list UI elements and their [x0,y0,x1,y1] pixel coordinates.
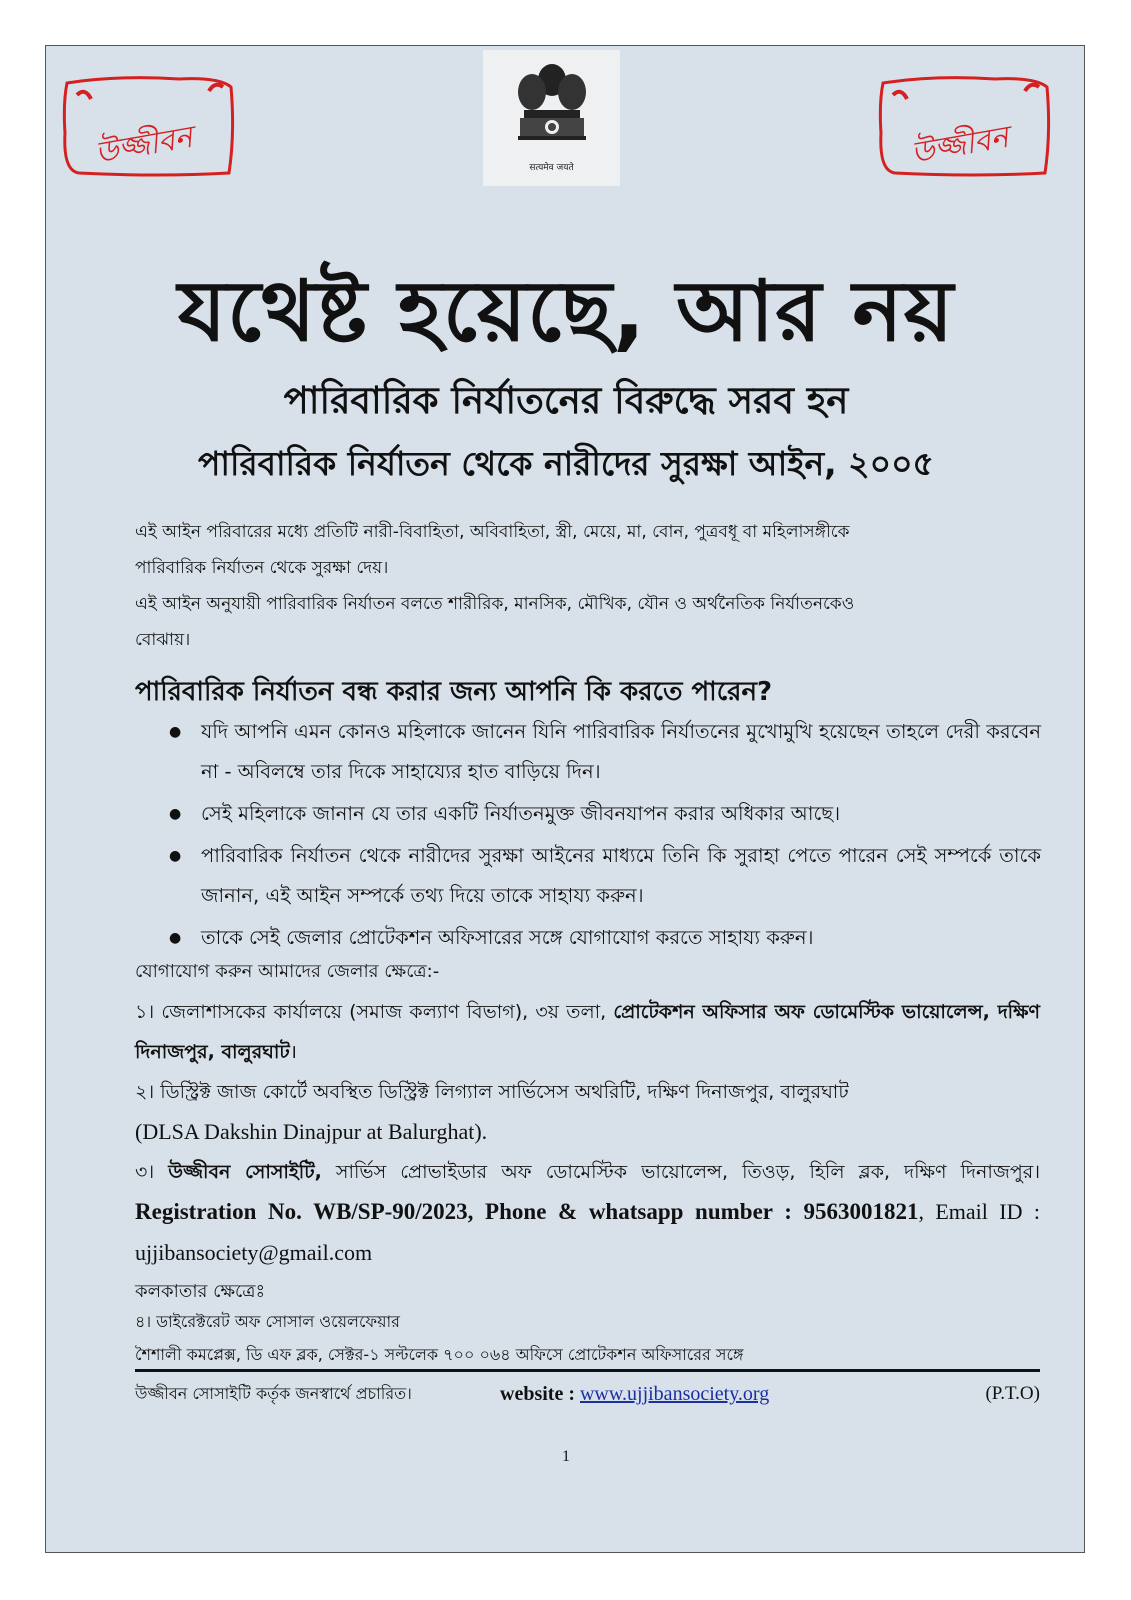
contact-item-4 [135,1305,1040,1371]
lion-capital-icon [510,58,594,158]
contact-text: ৪। ডাইরেক্টরেট অফ সোসাল ওয়েলফেয়ার [135,1312,400,1331]
document-page [45,45,1085,1553]
registration-phone: Registration No. WB/SP-90/2023, Phone & whatsapp number : 9563001821 [135,1199,919,1224]
list-item: ● যদি আপনি এমন কোনও মহিলাকে জানেন যিনি পারিবারিক নির্যাতনের মুখোমুখি হয়েছেন তাহলে দেরী করবেন না - অবিলম্বে তার দিকে সাহায্যের হাত বাড়িয়ে দিন। [161,712,1041,792]
contact-intro: যোগাযোগ করুন আমাদের জেলার ক্ষেত্রে:- [135,961,440,982]
ujjiban-logo-right [875,73,1053,181]
action-list [161,712,1041,960]
logo-text: উজ্জীবন [92,119,196,172]
intro-paragraph-1 [135,514,1040,586]
list-item: ● পারিবারিক নির্যাতন থেকে নারীদের সুরক্ষা আইনের মাধ্যমে তিনি কি সুরাহা পেতে পারেন সেই সম্পর্কে তাকে জানান, এই আইন সম্পর্কে তথ্য দিয়ে তাকে সাহায্য করুন। [161,836,1041,916]
contact-item-2 [135,1072,1040,1152]
subtitle-law: পারিবারিক নির্যাতন থেকে নারীদের সুরক্ষা আইন, ২০০৫ [198,444,934,483]
footer-website [500,1376,769,1412]
footer-divider [135,1369,1040,1372]
contact-org-name: উজ্জীবন সোসাইটি, [168,1161,322,1183]
national-emblem [483,50,620,186]
contact-text: শৈশালী কমপ্লেক্স, ডি এফ ব্লক, সেক্টর-১ সল্টলেক ৭০০ ০৬৪ অফিসে প্রোটেকশন অফিসারের সঙ্গে [135,1345,744,1364]
page-title: যথেষ্ট হয়েছে, আর নয় [177,262,955,360]
contact-text: । [289,1041,297,1063]
ujjiban-logo-left [59,73,237,181]
kolkata-heading: কলকাতার ক্ষেত্রেঃ [135,1281,266,1302]
intro-line: এই আইন পরিবারের মধ্যে প্রতিটি নারী-বিবাহিতা, অবিবাহিতা, স্ত্রী, মেয়ে, মা, বোন, পুত্রবধূ বা মহিলাসঙ্গীকে [135,522,850,542]
list-item: ● তাকে সেই জেলার প্রোটেকশন অফিসারের সঙ্গে যোগাযোগ করতে সাহায্য করুন। [161,918,1041,958]
page-number: 1 [562,1448,570,1465]
email-text: , Email ID : ujjibansociety@gmail.com [135,1199,1040,1265]
list-item: ● সেই মহিলাকে জানান যে তার একটি নির্যাতনমুক্ত জীবনযাপন করার অধিকার আছে। [161,794,1041,834]
contact-office-name: প্রোটেকশন অফিসার অফ ডোমেস্টিক ভায়োলেন্স, দক্ষিণ দিনাজপুর, বালুরঘাট [135,1001,1040,1063]
website-link[interactable]: www.ujjibansociety.org [579,1383,770,1405]
contact-text: ২। ডিস্ট্রিক্ট জাজ কোর্টে অবস্থিত ডিস্ট্রিক্ট লিগ্যাল সার্ভিসেস অথরিটি, দক্ষিণ দিনাজপুর, বালুরঘাট [135,1081,849,1103]
emblem-motto: सत्यमेव जयते [529,163,574,173]
contact-number: ৩। [135,1161,169,1183]
intro-line: বোঝায়। [135,630,191,650]
intro-paragraph-2 [135,586,1040,658]
intro-line: পারিবারিক নির্যাতন থেকে সুরক্ষা দেয়। [135,558,389,578]
website-label: website : [500,1383,580,1405]
contact-text: সার্ভিস প্রোভাইডার অফ ডোমেস্টিক ভায়োলেন্স, তিওড়, হিলি ব্লক, দক্ষিণ দিনাজপুর। [321,1161,1040,1183]
contact-text-english: (DLSA Dakshin Dinajpur at Balurghat). [135,1119,488,1144]
footer-publisher: উজ্জীবন সোসাইটি কর্তৃক জনস্বার্থে প্রচারিত। [135,1384,412,1403]
contact-item-3 [135,1152,1040,1274]
contact-text: ১। জেলাশাসকের কার্যালয়ে (সমাজ কল্যাণ বিভাগ), ৩য় তলা, [135,1001,614,1023]
pto-label: (P.T.O) [985,1383,1040,1404]
footer [135,1376,1040,1412]
contact-item-1 [135,992,1040,1072]
question-heading: পারিবারিক নির্যাতন বন্ধ করার জন্য আপনি কি করতে পারেন? [135,677,773,707]
logo-text: উজ্জীবন [908,119,1012,172]
subtitle-primary: পারিবারিক নির্যাতনের বিরুদ্ধে সরব হন [283,379,849,422]
intro-line: এই আইন অনুযায়ী পারিবারিক নির্যাতন বলতে শারীরিক, মানসিক, মৌখিক, যৌন ও অর্থনৈতিক নির্যাতনকেও [135,594,855,614]
